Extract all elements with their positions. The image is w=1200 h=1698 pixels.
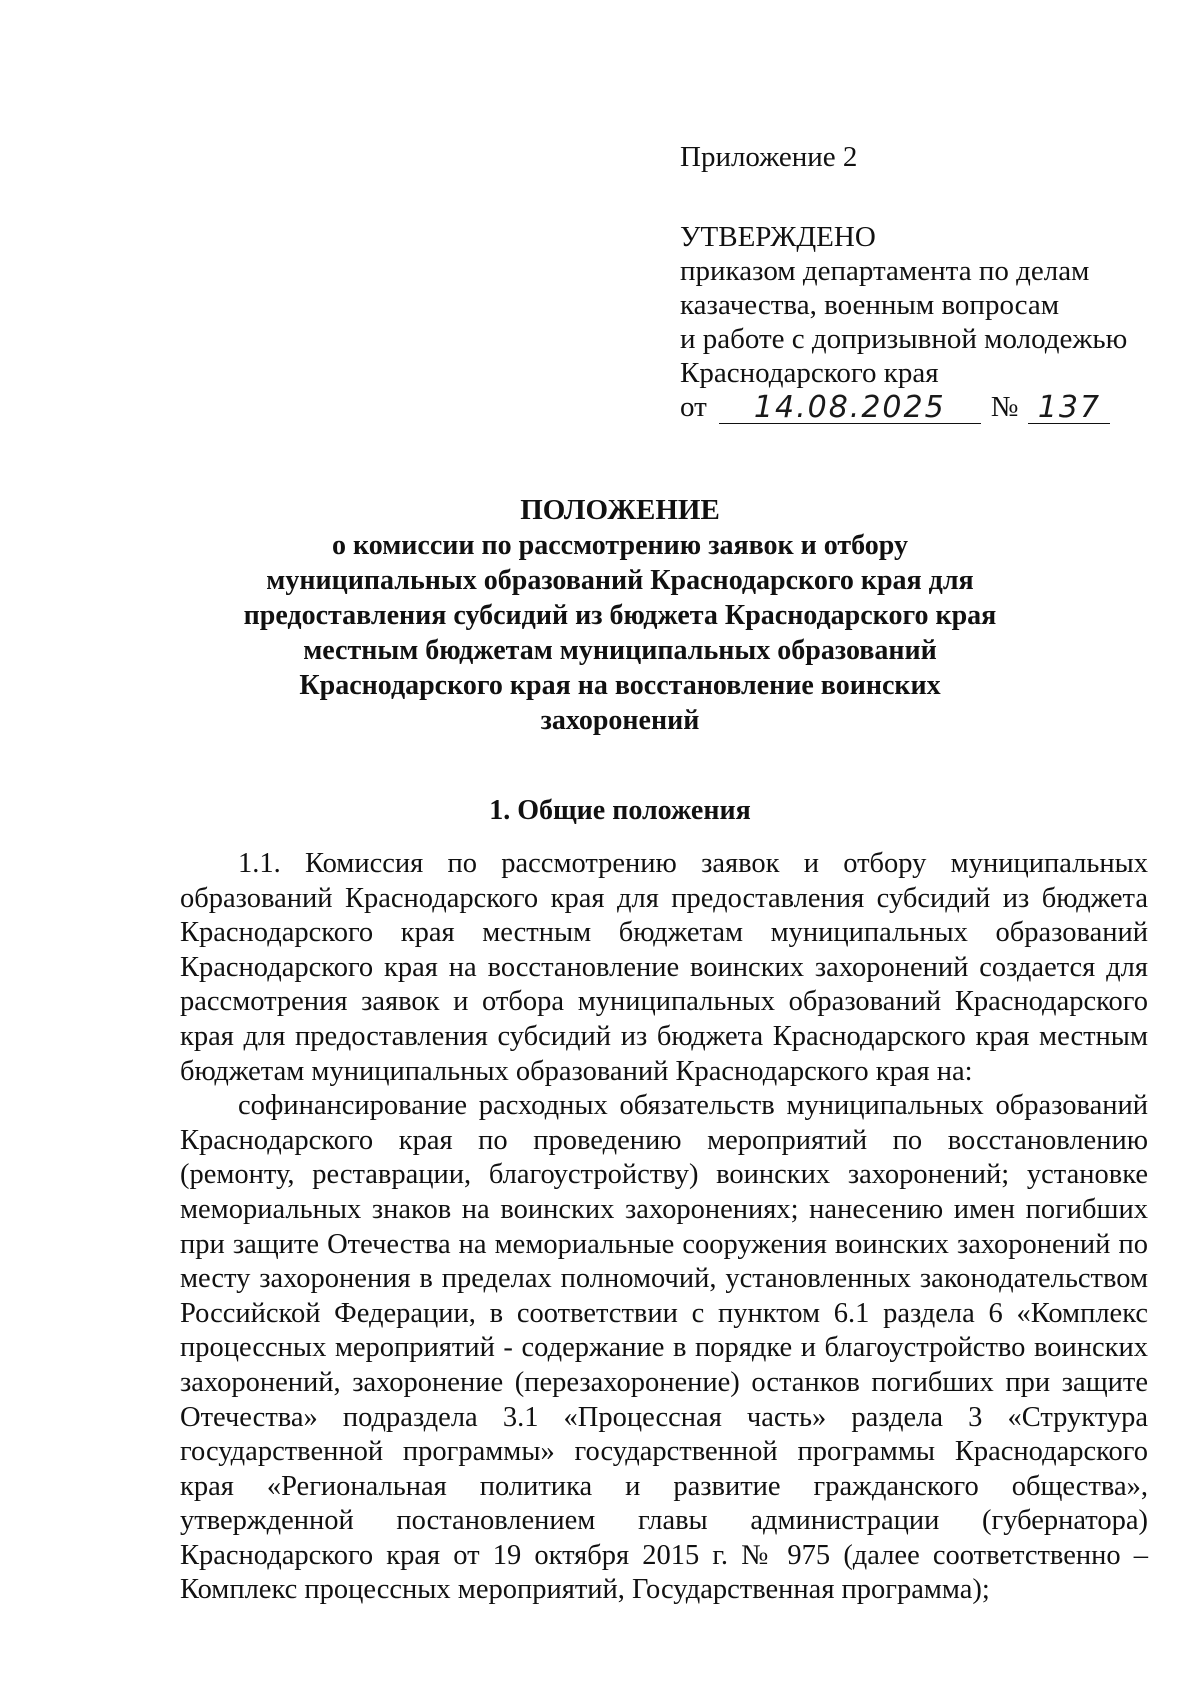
from-label: от <box>680 391 707 423</box>
title-line: предоставления субсидий из бюджета Краснодарского края <box>243 600 997 631</box>
approved-label: УТВЕРЖДЕНО <box>680 221 876 253</box>
number-sign: № <box>990 391 1019 423</box>
paragraph: софинансирование расходных обязательств муниципальных образований Краснодарского края по проведению мероприятий по восстановлению (ремонту, реставрации, благоустройству) воинских захоронений; установке мемориальных знаков на воинских захоронениях; нанесению имен погибших при защите Отечества на мемориальные сооружения воинских захоронений по месту захоронения в пределах полномочий, установленных законодательством Российской Федерации, в соответствии с пунктом 6.1 раздела 6 «Комплекс процессных мероприятий - содержание в порядке и благоустройство воинских захоронений, захоронение (перезахоронение) останков погибших при защите Отечества» подраздела 3.1 «Процессная часть» раздела 3 «Структура государственной программы» государственной программы Краснодарского края «Региональная политика и развитие гражданского общества», утвержденной постановлением главы администрации (губернатора) Краснодарского края от 19 октября 2015 г. № 975 (далее соответственно – Комплекс процессных мероприятий, Государственная программа); <box>180 1090 1148 1606</box>
approval-block <box>680 140 1160 424</box>
approval-line: и работе с допризывной молодежью <box>680 323 1128 355</box>
document-title <box>170 493 1070 738</box>
annex-label: Приложение 2 <box>680 141 858 173</box>
title-line: Краснодарского края на восстановление воинских <box>299 670 941 701</box>
order-date-number-line <box>680 390 1160 424</box>
title-line: о комиссии по рассмотрению заявок и отбору <box>331 530 909 561</box>
paragraph: 1.1. Комиссия по рассмотрению заявок и отбору муниципальных образований Краснодарского края для предоставления субсидий из бюджета Краснодарского края местным бюджетам муниципальных образований Краснодарского края на восстановление воинских захоронений создается для рассмотрения заявок и отбора муниципальных образований Краснодарского края для предоставления субсидий из бюджета Краснодарского края местным бюджетам муниципальных образований Краснодарского края на: <box>180 848 1148 1087</box>
handwritten-number: 137 <box>1028 393 1110 424</box>
title-line: муниципальных образований Краснодарского края для <box>266 565 974 596</box>
title-heading: ПОЛОЖЕНИЕ <box>520 494 720 526</box>
section-heading: 1. Общие положения <box>489 795 751 826</box>
title-line: захоронений <box>540 705 700 736</box>
section-body <box>180 847 1148 1608</box>
title-line: местным бюджетам муниципальных образований <box>303 635 937 666</box>
handwritten-date: 14.08.2025 <box>719 393 981 424</box>
approval-line: приказом департамента по делам <box>680 255 1090 287</box>
approval-line: казачества, военным вопросам <box>680 289 1060 321</box>
approval-line: Краснодарского края <box>680 357 939 389</box>
